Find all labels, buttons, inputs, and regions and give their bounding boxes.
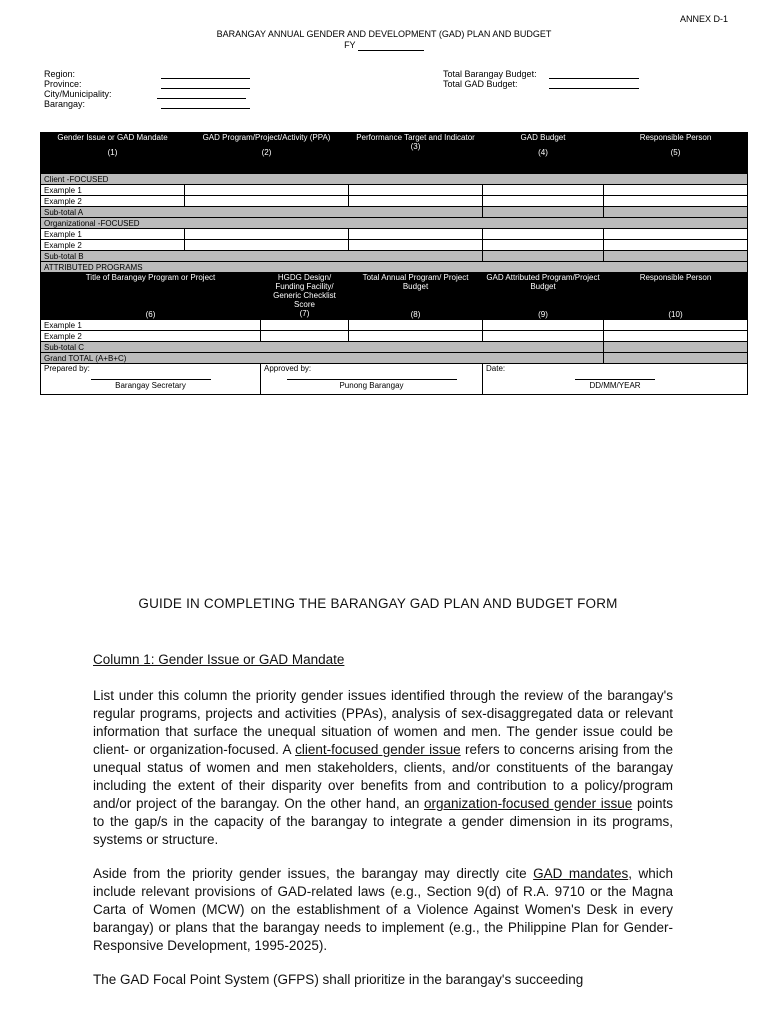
table-row: Example 1 <box>41 185 748 196</box>
table-row: Example 2 <box>41 240 748 251</box>
city-blank[interactable] <box>157 89 246 99</box>
province-blank[interactable] <box>161 79 250 89</box>
location-fields <box>44 69 112 109</box>
header-attributed-budget: GAD Attributed Program/Project Budget (9) <box>483 273 604 320</box>
guide-paragraph-3: The GAD Focal Point System (GFPS) shall prioritize in the barangay's succeeding <box>93 972 584 987</box>
signature-row <box>41 364 748 395</box>
date-label: Date: <box>486 364 506 373</box>
barangay-blank[interactable] <box>161 99 250 109</box>
header-hgdg-score: HGDG Design/ Funding Facility/ Generic Checklist Score (7) <box>261 273 349 320</box>
client-focused-term: client-focused gender issue <box>295 742 461 757</box>
approved-by-signature-line[interactable] <box>287 379 457 380</box>
column-1-heading: Column 1: Gender Issue or GAD Mandate <box>93 652 345 667</box>
total-barangay-budget-label: Total Barangay Budget: <box>443 69 537 79</box>
total-barangay-budget-blank[interactable] <box>549 69 639 79</box>
fy-label: FY <box>344 40 356 50</box>
header-responsible-person-2: Responsible Person (10) <box>604 273 748 320</box>
prepared-by-signature-line[interactable] <box>91 379 211 380</box>
barangay-secretary-caption: Barangay Secretary <box>115 381 186 390</box>
date-format-caption: DD/MM/YEAR <box>589 381 641 390</box>
city-label: City/Municipality: <box>44 89 112 99</box>
subtotal-row: Sub-total A <box>41 207 748 218</box>
table-row: Example 1 <box>41 320 748 331</box>
section-row: Organizational -FOCUSED <box>41 218 748 229</box>
header-gender-issue: Gender Issue or GAD Mandate (1) <box>41 133 185 174</box>
guide-title: GUIDE IN COMPLETING THE BARANGAY GAD PLAN AND BUDGET FORM <box>138 596 618 611</box>
subtotal-row: Sub-total C <box>41 342 748 353</box>
header-performance-target: Performance Target and Indicator (3) <box>349 133 483 174</box>
header-program-title: Title of Barangay Program or Project (6) <box>41 273 261 320</box>
guide-paragraph-1: List under this column the priority gender issues identified through the review of the barangay's regular programs, projects and activities (PPAs), analysis of sex-disaggregated data or relevant information that surface the unequal situation of women and men. The gender issue could be client- or organization-focused. A client-focused gender issue refers to concerns arising from the unequal status of women and men stakeholders, clients, and/or constituents of the barangay including the extent of their disparity over benefits from and contribution to a policy/program and/or project of the barangay. On the other hand, an organization-focused gender issue points to the gap/s in the capacity of the barangay to integrate a gender dimension in its programs, systems or structure. <box>93 688 673 847</box>
date-cell <box>483 364 748 395</box>
form-title-main: BARANGAY ANNUAL GENDER AND DEVELOPMENT (GAD) PLAN AND BUDGET <box>216 29 552 39</box>
approved-by-cell <box>261 364 483 395</box>
region-label: Region: <box>44 69 76 79</box>
date-line[interactable] <box>575 379 655 380</box>
table-row: Example 2 <box>41 196 748 207</box>
fy-blank[interactable] <box>358 50 424 51</box>
total-gad-budget-label: Total GAD Budget: <box>443 79 518 89</box>
header-ppa: GAD Program/Project/Activity (PPA) (2) <box>185 133 349 174</box>
annex-label: ANNEX D-1 <box>679 14 728 24</box>
fiscal-year-line <box>0 40 768 51</box>
gad-mandates-term: GAD mandates <box>533 866 629 881</box>
guide-section <box>93 596 673 1005</box>
section-row: ATTRIBUTED PROGRAMS <box>41 262 748 273</box>
attributed-header-row <box>41 273 748 320</box>
approved-by-label: Approved by: <box>264 364 312 373</box>
grand-total-row: Grand TOTAL (A+B+C) <box>41 353 748 364</box>
subtotal-row: Sub-total B <box>41 251 748 262</box>
total-gad-budget-blank[interactable] <box>549 79 639 89</box>
guide-paragraph-2: Aside from the priority gender issues, the barangay may directly cite GAD mandates, which include relevant provisions of GAD-related laws (e.g., Section 9(d) of R.A. 9710 or the Magna Carta of Women (MCW) on the establishment of a Violence Against Women's Desk in every barangay) or plans that the barangay needs to implement (e.g., the Philippine Plan for Gender-Responsive Development, 1995-2025). <box>93 866 673 953</box>
header-gad-budget: GAD Budget (4) <box>483 133 604 174</box>
prepared-by-cell <box>41 364 261 395</box>
gad-plan-table <box>40 132 748 395</box>
table-row: Example 1 <box>41 229 748 240</box>
header-total-budget: Total Annual Program/ Project Budget (8) <box>349 273 483 320</box>
organization-focused-term: organization-focused gender issue <box>424 796 633 811</box>
region-blank[interactable] <box>161 69 250 79</box>
form-title <box>0 29 768 51</box>
header-responsible-person: Responsible Person (5) <box>604 133 748 174</box>
barangay-label: Barangay: <box>44 99 86 109</box>
table-row: Example 2 <box>41 331 748 342</box>
section-row: Client -FOCUSED <box>41 174 748 185</box>
prepared-by-label: Prepared by: <box>44 364 90 373</box>
table-header-row <box>41 133 748 174</box>
punong-barangay-caption: Punong Barangay <box>339 381 404 390</box>
province-label: Province: <box>44 79 82 89</box>
budget-fields <box>443 69 537 89</box>
